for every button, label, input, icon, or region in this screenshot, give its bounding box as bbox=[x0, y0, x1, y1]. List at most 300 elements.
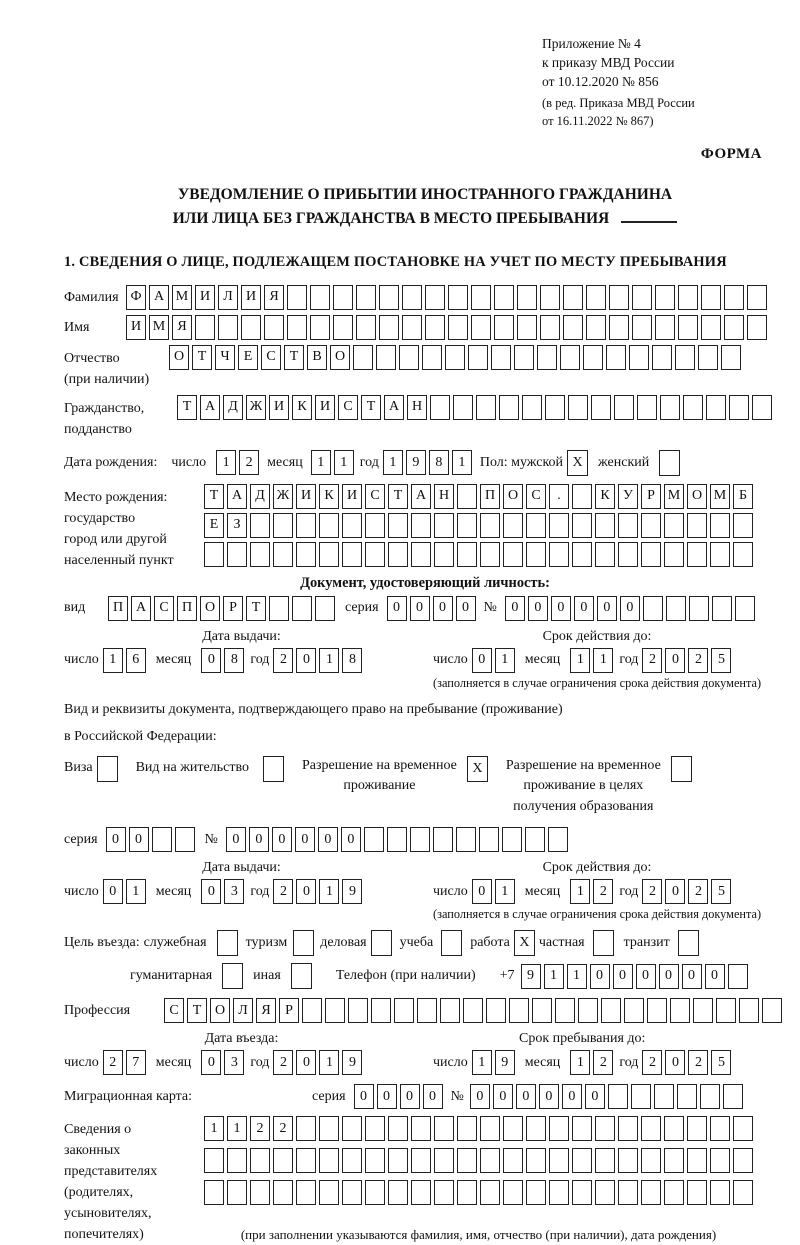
char-cell[interactable] bbox=[733, 542, 753, 567]
char-cell[interactable] bbox=[595, 1180, 615, 1205]
char-cell[interactable] bbox=[609, 315, 629, 340]
char-cell[interactable]: 1 bbox=[593, 648, 613, 673]
char-cell[interactable] bbox=[434, 513, 454, 538]
char-cell[interactable] bbox=[723, 1084, 743, 1109]
char-cell[interactable]: 6 bbox=[126, 648, 146, 673]
entry-month-cells[interactable] bbox=[201, 1050, 244, 1075]
char-cell[interactable] bbox=[411, 1116, 431, 1141]
char-cell[interactable]: И bbox=[296, 484, 316, 509]
char-cell[interactable] bbox=[292, 596, 312, 621]
birth-day-cells[interactable] bbox=[216, 450, 259, 475]
char-cell[interactable]: И bbox=[195, 285, 215, 310]
id-issue-month-cells[interactable] bbox=[201, 648, 244, 673]
char-cell[interactable]: 0 bbox=[423, 1084, 443, 1109]
char-cell[interactable] bbox=[348, 998, 368, 1023]
char-cell[interactable]: 1 bbox=[570, 1050, 590, 1075]
char-cell[interactable]: Д bbox=[223, 395, 243, 420]
char-cell[interactable] bbox=[394, 998, 414, 1023]
char-cell[interactable] bbox=[411, 1180, 431, 1205]
char-cell[interactable]: 0 bbox=[295, 827, 315, 852]
representatives-cells-row1[interactable] bbox=[204, 1116, 753, 1141]
char-cell[interactable] bbox=[241, 315, 261, 340]
char-cell[interactable] bbox=[664, 1148, 684, 1173]
char-cell[interactable]: 2 bbox=[273, 879, 293, 904]
char-cell[interactable] bbox=[647, 998, 667, 1023]
char-cell[interactable] bbox=[388, 1180, 408, 1205]
char-cell[interactable] bbox=[687, 1116, 707, 1141]
char-cell[interactable]: 0 bbox=[585, 1084, 605, 1109]
char-cell[interactable]: М bbox=[149, 315, 169, 340]
char-cell[interactable] bbox=[296, 1148, 316, 1173]
char-cell[interactable] bbox=[525, 827, 545, 852]
char-cell[interactable]: 0 bbox=[613, 964, 633, 989]
migration-series-cells[interactable] bbox=[354, 1084, 443, 1109]
char-cell[interactable] bbox=[747, 315, 767, 340]
char-cell[interactable] bbox=[549, 542, 569, 567]
char-cell[interactable] bbox=[733, 1116, 753, 1141]
char-cell[interactable] bbox=[476, 395, 496, 420]
char-cell[interactable] bbox=[618, 513, 638, 538]
char-cell[interactable]: 8 bbox=[224, 648, 244, 673]
char-cell[interactable] bbox=[365, 1148, 385, 1173]
char-cell[interactable] bbox=[402, 285, 422, 310]
representatives-cells-row2[interactable] bbox=[204, 1148, 753, 1173]
char-cell[interactable]: Т bbox=[388, 484, 408, 509]
char-cell[interactable]: 3 bbox=[224, 1050, 244, 1075]
birth-year-cells[interactable] bbox=[383, 450, 472, 475]
char-cell[interactable] bbox=[655, 285, 675, 310]
purpose-humanitarian-checkbox[interactable] bbox=[222, 963, 243, 989]
representatives-cells-row3[interactable] bbox=[204, 1180, 753, 1205]
char-cell[interactable]: С bbox=[154, 596, 174, 621]
char-cell[interactable] bbox=[411, 542, 431, 567]
char-cell[interactable] bbox=[733, 513, 753, 538]
char-cell[interactable] bbox=[526, 1180, 546, 1205]
char-cell[interactable]: 1 bbox=[319, 879, 339, 904]
char-cell[interactable]: И bbox=[342, 484, 362, 509]
char-cell[interactable] bbox=[333, 285, 353, 310]
char-cell[interactable] bbox=[509, 998, 529, 1023]
char-cell[interactable] bbox=[687, 1180, 707, 1205]
char-cell[interactable] bbox=[698, 345, 718, 370]
char-cell[interactable]: 0 bbox=[636, 964, 656, 989]
char-cell[interactable] bbox=[549, 1116, 569, 1141]
char-cell[interactable]: 1 bbox=[227, 1116, 247, 1141]
char-cell[interactable]: 0 bbox=[354, 1084, 374, 1109]
char-cell[interactable] bbox=[609, 285, 629, 310]
char-cell[interactable] bbox=[445, 345, 465, 370]
char-cell[interactable] bbox=[606, 345, 626, 370]
char-cell[interactable] bbox=[664, 1116, 684, 1141]
char-cell[interactable] bbox=[222, 963, 243, 989]
char-cell[interactable] bbox=[410, 827, 430, 852]
res-valid-day-cells[interactable] bbox=[472, 879, 515, 904]
char-cell[interactable] bbox=[654, 1084, 674, 1109]
char-cell[interactable] bbox=[687, 513, 707, 538]
char-cell[interactable]: 1 bbox=[216, 450, 236, 475]
char-cell[interactable]: Ж bbox=[246, 395, 266, 420]
char-cell[interactable] bbox=[517, 285, 537, 310]
char-cell[interactable]: 7 bbox=[126, 1050, 146, 1075]
char-cell[interactable]: 2 bbox=[250, 1116, 270, 1141]
res-valid-year-cells[interactable] bbox=[642, 879, 731, 904]
char-cell[interactable] bbox=[371, 998, 391, 1023]
char-cell[interactable]: Я bbox=[264, 285, 284, 310]
char-cell[interactable] bbox=[365, 513, 385, 538]
char-cell[interactable]: С bbox=[164, 998, 184, 1023]
char-cell[interactable] bbox=[422, 345, 442, 370]
char-cell[interactable] bbox=[762, 998, 782, 1023]
entry-day-cells[interactable] bbox=[103, 1050, 146, 1075]
char-cell[interactable]: С bbox=[261, 345, 281, 370]
char-cell[interactable] bbox=[678, 930, 699, 956]
char-cell[interactable]: 0 bbox=[129, 827, 149, 852]
char-cell[interactable] bbox=[480, 1148, 500, 1173]
char-cell[interactable] bbox=[687, 1148, 707, 1173]
char-cell[interactable] bbox=[502, 827, 522, 852]
char-cell[interactable] bbox=[441, 930, 462, 956]
purpose-other-checkbox[interactable] bbox=[291, 963, 312, 989]
char-cell[interactable] bbox=[540, 285, 560, 310]
char-cell[interactable] bbox=[503, 1148, 523, 1173]
char-cell[interactable]: 2 bbox=[593, 1050, 613, 1075]
char-cell[interactable] bbox=[664, 542, 684, 567]
char-cell[interactable] bbox=[660, 395, 680, 420]
char-cell[interactable] bbox=[379, 315, 399, 340]
char-cell[interactable]: 0 bbox=[226, 827, 246, 852]
char-cell[interactable] bbox=[365, 1180, 385, 1205]
char-cell[interactable] bbox=[293, 930, 314, 956]
char-cell[interactable]: 0 bbox=[528, 596, 548, 621]
char-cell[interactable] bbox=[641, 542, 661, 567]
char-cell[interactable]: 2 bbox=[273, 648, 293, 673]
char-cell[interactable] bbox=[683, 395, 703, 420]
char-cell[interactable] bbox=[440, 998, 460, 1023]
char-cell[interactable] bbox=[517, 315, 537, 340]
char-cell[interactable]: М bbox=[664, 484, 684, 509]
char-cell[interactable] bbox=[591, 395, 611, 420]
char-cell[interactable]: 2 bbox=[688, 1050, 708, 1075]
char-cell[interactable]: Ч bbox=[215, 345, 235, 370]
char-cell[interactable]: Р bbox=[641, 484, 661, 509]
char-cell[interactable] bbox=[319, 1148, 339, 1173]
char-cell[interactable] bbox=[503, 1180, 523, 1205]
char-cell[interactable]: 9 bbox=[495, 1050, 515, 1075]
char-cell[interactable]: 2 bbox=[239, 450, 259, 475]
char-cell[interactable] bbox=[319, 513, 339, 538]
char-cell[interactable] bbox=[643, 596, 663, 621]
char-cell[interactable] bbox=[457, 484, 477, 509]
char-cell[interactable]: 0 bbox=[705, 964, 725, 989]
purpose-private-checkbox[interactable] bbox=[593, 930, 614, 956]
char-cell[interactable]: И bbox=[126, 315, 146, 340]
char-cell[interactable] bbox=[601, 998, 621, 1023]
char-cell[interactable] bbox=[522, 395, 542, 420]
birth-month-cells[interactable] bbox=[311, 450, 354, 475]
char-cell[interactable] bbox=[218, 315, 238, 340]
char-cell[interactable] bbox=[595, 542, 615, 567]
char-cell[interactable]: 0 bbox=[400, 1084, 420, 1109]
purpose-business-checkbox[interactable] bbox=[371, 930, 392, 956]
purpose-tourism-checkbox[interactable] bbox=[293, 930, 314, 956]
char-cell[interactable]: 2 bbox=[688, 648, 708, 673]
char-cell[interactable] bbox=[733, 1180, 753, 1205]
char-cell[interactable] bbox=[453, 395, 473, 420]
char-cell[interactable] bbox=[641, 1116, 661, 1141]
char-cell[interactable] bbox=[675, 345, 695, 370]
char-cell[interactable] bbox=[319, 1180, 339, 1205]
char-cell[interactable]: 0 bbox=[296, 879, 316, 904]
char-cell[interactable] bbox=[578, 998, 598, 1023]
sex-female-checkbox[interactable] bbox=[659, 450, 680, 476]
char-cell[interactable] bbox=[152, 827, 172, 852]
char-cell[interactable] bbox=[549, 513, 569, 538]
char-cell[interactable]: 0 bbox=[201, 648, 221, 673]
char-cell[interactable] bbox=[632, 315, 652, 340]
char-cell[interactable]: П bbox=[177, 596, 197, 621]
char-cell[interactable] bbox=[448, 285, 468, 310]
char-cell[interactable] bbox=[480, 542, 500, 567]
char-cell[interactable]: В bbox=[307, 345, 327, 370]
char-cell[interactable] bbox=[671, 756, 692, 782]
char-cell[interactable]: 0 bbox=[665, 1050, 685, 1075]
char-cell[interactable] bbox=[434, 1148, 454, 1173]
char-cell[interactable]: 1 bbox=[495, 648, 515, 673]
char-cell[interactable] bbox=[471, 285, 491, 310]
char-cell[interactable] bbox=[710, 513, 730, 538]
char-cell[interactable] bbox=[503, 513, 523, 538]
char-cell[interactable] bbox=[706, 395, 726, 420]
char-cell[interactable]: 0 bbox=[201, 879, 221, 904]
char-cell[interactable] bbox=[752, 395, 772, 420]
char-cell[interactable] bbox=[273, 542, 293, 567]
char-cell[interactable]: Т bbox=[177, 395, 197, 420]
char-cell[interactable]: Т bbox=[192, 345, 212, 370]
char-cell[interactable]: X bbox=[467, 756, 488, 782]
char-cell[interactable] bbox=[319, 542, 339, 567]
char-cell[interactable]: 0 bbox=[433, 596, 453, 621]
char-cell[interactable] bbox=[563, 285, 583, 310]
char-cell[interactable] bbox=[618, 1116, 638, 1141]
birthplace-cells-row2[interactable] bbox=[204, 513, 753, 538]
char-cell[interactable] bbox=[342, 1148, 362, 1173]
citizenship-cells[interactable] bbox=[177, 395, 772, 420]
char-cell[interactable]: 0 bbox=[620, 596, 640, 621]
char-cell[interactable]: Т bbox=[361, 395, 381, 420]
char-cell[interactable] bbox=[739, 998, 759, 1023]
char-cell[interactable] bbox=[365, 542, 385, 567]
char-cell[interactable]: Р bbox=[279, 998, 299, 1023]
char-cell[interactable] bbox=[480, 1180, 500, 1205]
char-cell[interactable] bbox=[425, 315, 445, 340]
char-cell[interactable]: X bbox=[514, 930, 535, 956]
char-cell[interactable]: Б bbox=[733, 484, 753, 509]
char-cell[interactable] bbox=[291, 963, 312, 989]
residence-number-cells[interactable] bbox=[226, 827, 568, 852]
char-cell[interactable]: Н bbox=[434, 484, 454, 509]
char-cell[interactable] bbox=[273, 513, 293, 538]
char-cell[interactable] bbox=[537, 345, 557, 370]
char-cell[interactable] bbox=[310, 315, 330, 340]
char-cell[interactable] bbox=[572, 513, 592, 538]
char-cell[interactable] bbox=[342, 542, 362, 567]
char-cell[interactable]: У bbox=[618, 484, 638, 509]
char-cell[interactable]: 0 bbox=[456, 596, 476, 621]
patronymic-cells[interactable] bbox=[169, 345, 741, 370]
char-cell[interactable]: А bbox=[227, 484, 247, 509]
char-cell[interactable] bbox=[457, 1180, 477, 1205]
char-cell[interactable]: 1 bbox=[204, 1116, 224, 1141]
char-cell[interactable] bbox=[388, 513, 408, 538]
char-cell[interactable] bbox=[747, 285, 767, 310]
char-cell[interactable] bbox=[494, 315, 514, 340]
char-cell[interactable] bbox=[563, 315, 583, 340]
char-cell[interactable] bbox=[319, 1116, 339, 1141]
char-cell[interactable] bbox=[614, 395, 634, 420]
char-cell[interactable] bbox=[637, 395, 657, 420]
char-cell[interactable] bbox=[503, 1116, 523, 1141]
char-cell[interactable] bbox=[217, 930, 238, 956]
char-cell[interactable] bbox=[595, 1148, 615, 1173]
char-cell[interactable] bbox=[608, 1084, 628, 1109]
char-cell[interactable]: 0 bbox=[659, 964, 679, 989]
char-cell[interactable]: И bbox=[269, 395, 289, 420]
id-valid-year-cells[interactable] bbox=[642, 648, 731, 673]
char-cell[interactable] bbox=[491, 345, 511, 370]
char-cell[interactable] bbox=[250, 513, 270, 538]
char-cell[interactable]: А bbox=[131, 596, 151, 621]
char-cell[interactable] bbox=[269, 596, 289, 621]
char-cell[interactable] bbox=[735, 596, 755, 621]
char-cell[interactable] bbox=[371, 930, 392, 956]
char-cell[interactable]: О bbox=[330, 345, 350, 370]
char-cell[interactable]: И bbox=[315, 395, 335, 420]
char-cell[interactable] bbox=[456, 827, 476, 852]
char-cell[interactable]: 0 bbox=[682, 964, 702, 989]
char-cell[interactable] bbox=[641, 1180, 661, 1205]
char-cell[interactable] bbox=[315, 596, 335, 621]
char-cell[interactable] bbox=[204, 1180, 224, 1205]
char-cell[interactable] bbox=[728, 964, 748, 989]
char-cell[interactable]: 2 bbox=[593, 879, 613, 904]
residence-permit-checkbox[interactable] bbox=[263, 756, 284, 782]
char-cell[interactable] bbox=[273, 1180, 293, 1205]
char-cell[interactable] bbox=[486, 998, 506, 1023]
char-cell[interactable]: 5 bbox=[711, 1050, 731, 1075]
char-cell[interactable]: И bbox=[241, 285, 261, 310]
char-cell[interactable] bbox=[250, 542, 270, 567]
entry-year-cells[interactable] bbox=[273, 1050, 362, 1075]
char-cell[interactable] bbox=[595, 513, 615, 538]
char-cell[interactable]: 9 bbox=[342, 1050, 362, 1075]
char-cell[interactable] bbox=[549, 1180, 569, 1205]
char-cell[interactable] bbox=[595, 1116, 615, 1141]
char-cell[interactable] bbox=[526, 513, 546, 538]
char-cell[interactable]: 0 bbox=[201, 1050, 221, 1075]
char-cell[interactable] bbox=[733, 1148, 753, 1173]
char-cell[interactable] bbox=[526, 1148, 546, 1173]
phone-cells[interactable] bbox=[521, 964, 748, 989]
visa-checkbox[interactable] bbox=[97, 756, 118, 782]
char-cell[interactable]: 5 bbox=[711, 879, 731, 904]
char-cell[interactable] bbox=[641, 1148, 661, 1173]
char-cell[interactable] bbox=[342, 513, 362, 538]
char-cell[interactable] bbox=[333, 315, 353, 340]
char-cell[interactable]: 0 bbox=[387, 596, 407, 621]
char-cell[interactable]: 1 bbox=[126, 879, 146, 904]
char-cell[interactable] bbox=[652, 345, 672, 370]
char-cell[interactable] bbox=[572, 1180, 592, 1205]
char-cell[interactable] bbox=[664, 513, 684, 538]
char-cell[interactable] bbox=[572, 1148, 592, 1173]
char-cell[interactable] bbox=[388, 1148, 408, 1173]
char-cell[interactable] bbox=[433, 827, 453, 852]
char-cell[interactable] bbox=[710, 542, 730, 567]
char-cell[interactable] bbox=[417, 998, 437, 1023]
char-cell[interactable] bbox=[664, 1180, 684, 1205]
char-cell[interactable]: 2 bbox=[642, 648, 662, 673]
char-cell[interactable] bbox=[97, 756, 118, 782]
char-cell[interactable] bbox=[264, 315, 284, 340]
char-cell[interactable] bbox=[457, 1116, 477, 1141]
char-cell[interactable]: О bbox=[200, 596, 220, 621]
char-cell[interactable] bbox=[572, 542, 592, 567]
char-cell[interactable] bbox=[379, 285, 399, 310]
char-cell[interactable]: 1 bbox=[103, 648, 123, 673]
char-cell[interactable] bbox=[227, 1148, 247, 1173]
char-cell[interactable]: 1 bbox=[452, 450, 472, 475]
char-cell[interactable]: А bbox=[411, 484, 431, 509]
char-cell[interactable]: 1 bbox=[567, 964, 587, 989]
char-cell[interactable] bbox=[273, 1148, 293, 1173]
char-cell[interactable]: 0 bbox=[493, 1084, 513, 1109]
char-cell[interactable]: 0 bbox=[106, 827, 126, 852]
char-cell[interactable]: А bbox=[384, 395, 404, 420]
char-cell[interactable] bbox=[659, 450, 680, 476]
char-cell[interactable]: Д bbox=[250, 484, 270, 509]
char-cell[interactable] bbox=[693, 998, 713, 1023]
char-cell[interactable] bbox=[310, 285, 330, 310]
char-cell[interactable] bbox=[670, 998, 690, 1023]
char-cell[interactable] bbox=[287, 285, 307, 310]
char-cell[interactable]: 0 bbox=[562, 1084, 582, 1109]
char-cell[interactable]: А bbox=[149, 285, 169, 310]
char-cell[interactable] bbox=[388, 542, 408, 567]
char-cell[interactable] bbox=[480, 513, 500, 538]
char-cell[interactable] bbox=[434, 1116, 454, 1141]
char-cell[interactable] bbox=[678, 285, 698, 310]
char-cell[interactable] bbox=[624, 998, 644, 1023]
char-cell[interactable]: 0 bbox=[665, 879, 685, 904]
surname-cells[interactable] bbox=[126, 285, 767, 310]
char-cell[interactable] bbox=[586, 315, 606, 340]
char-cell[interactable]: 0 bbox=[318, 827, 338, 852]
birthplace-cells-row3[interactable] bbox=[204, 542, 753, 567]
char-cell[interactable]: 0 bbox=[103, 879, 123, 904]
char-cell[interactable] bbox=[724, 315, 744, 340]
char-cell[interactable]: 1 bbox=[319, 1050, 339, 1075]
char-cell[interactable] bbox=[618, 542, 638, 567]
char-cell[interactable]: Т bbox=[187, 998, 207, 1023]
char-cell[interactable]: 0 bbox=[249, 827, 269, 852]
char-cell[interactable]: Л bbox=[233, 998, 253, 1023]
char-cell[interactable] bbox=[325, 998, 345, 1023]
char-cell[interactable]: Ф bbox=[126, 285, 146, 310]
char-cell[interactable]: Е bbox=[204, 513, 224, 538]
char-cell[interactable]: К bbox=[292, 395, 312, 420]
char-cell[interactable] bbox=[227, 1180, 247, 1205]
id-issue-year-cells[interactable] bbox=[273, 648, 362, 673]
